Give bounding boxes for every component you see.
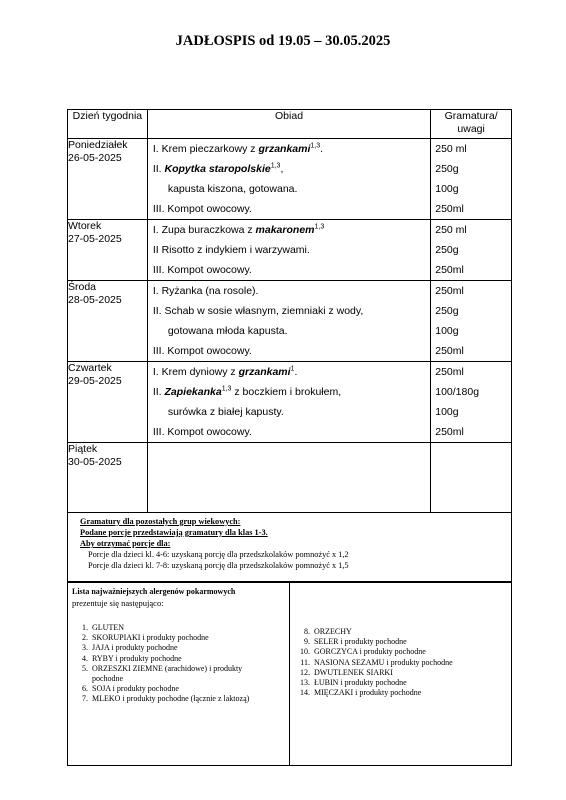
- allergen-name: pochodne: [92, 674, 124, 684]
- allergen-superscript: 1,3: [270, 162, 281, 170]
- gram-value: 250g: [435, 163, 459, 175]
- gram-value: 250ml: [435, 426, 464, 438]
- meal-text: I. Krem dyniowy z: [152, 366, 239, 378]
- allergen-name: ORZECHY: [314, 627, 352, 636]
- day-name: Poniedziałek: [68, 139, 128, 151]
- allergen-item: [72, 674, 249, 684]
- gram-value: 250 ml: [435, 224, 467, 236]
- meal-text: II.: [152, 163, 165, 175]
- meal-cell: [147, 281, 430, 362]
- allergen-item: [72, 664, 249, 674]
- meal-line: [148, 159, 430, 179]
- allergen-item: [72, 623, 249, 633]
- meal-text: III. Kompot owocowy.: [152, 426, 252, 438]
- day-name: Piątek: [68, 443, 98, 455]
- meal-line: [148, 220, 430, 240]
- day-date: 29-05-2025: [68, 375, 122, 387]
- allergen-item: [294, 668, 453, 678]
- menu-row: [68, 220, 512, 281]
- allergen-item: [72, 684, 249, 694]
- allergen-number: 12.: [300, 667, 310, 677]
- day-cell: [68, 220, 148, 281]
- allergen-item: [72, 643, 249, 653]
- allergen-name: ORZESZKI ZIEMNE (arachidowe) i produkty: [92, 663, 243, 673]
- meal-cell: [147, 139, 430, 220]
- gram-value: 250ml: [435, 264, 464, 276]
- meal-line: [148, 199, 430, 219]
- gram-value: 100/180g: [435, 386, 480, 398]
- gram-cell: [431, 443, 512, 513]
- meal-text: II.: [152, 386, 165, 398]
- portion-notes: [67, 512, 512, 582]
- meal-text: I. Zupa buraczkowa z: [152, 224, 256, 236]
- meal-cell: [147, 220, 430, 281]
- meal-text: II. Schab w sosie własnym, ziemniaki z wody,: [152, 305, 364, 317]
- meal-line: [148, 240, 430, 260]
- meal-line: [148, 341, 430, 361]
- menu-row: [68, 139, 512, 220]
- page-title: JADŁOSPIS od 19.05 – 30.05.2025: [175, 33, 391, 49]
- gram-value: 250ml: [435, 366, 464, 378]
- allergen-name: DWUTLENEK SIARKI: [314, 667, 393, 677]
- allergen-number: 5.: [82, 663, 88, 673]
- meal-line: [148, 139, 430, 159]
- allergen-superscript: 1,3: [221, 385, 232, 393]
- day-cell: [68, 362, 148, 443]
- notes-line-5: Porcje dla dzieci kl. 7-8: uzyskaną porcję dla przedszkolaków pomnożyć x 1,5: [88, 561, 349, 570]
- meal-highlight: grzankami: [258, 143, 311, 155]
- allergen-item: [294, 688, 453, 698]
- day-name: Środa: [68, 281, 97, 293]
- gram-value: 250g: [435, 305, 459, 317]
- allergen-item: [294, 647, 453, 657]
- header-day: Dzień tygodnia: [68, 110, 148, 139]
- meal-line: [148, 402, 430, 422]
- meal-cell: [147, 443, 430, 513]
- meal-text-tail: .: [294, 366, 298, 378]
- allergen-column-left: [72, 623, 249, 705]
- meal-text-tail: z boczkiem i brokułem,: [231, 386, 342, 398]
- allergen-item: [294, 678, 453, 688]
- day-cell: [68, 443, 148, 513]
- meal-line: [148, 281, 430, 301]
- allergen-name: SELER i produkty pochodne: [314, 637, 407, 647]
- meal-text: I. Ryżanka (na rosole).: [152, 285, 259, 297]
- meal-highlight: Kopytka staropolskie: [164, 163, 271, 175]
- gram-value: 250ml: [435, 203, 464, 215]
- meal-line: [148, 422, 430, 442]
- meal-highlight: makaronem: [255, 224, 315, 236]
- meal-text: III. Kompot owocowy.: [152, 203, 252, 215]
- allergen-item: [294, 658, 453, 668]
- allergen-name: SKORUPIAKI i produkty pochodne: [92, 633, 209, 643]
- header-meal: Obiad: [147, 110, 430, 139]
- allergen-item: [72, 694, 249, 704]
- allergen-name: GLUTEN: [92, 623, 124, 632]
- allergen-item: [72, 633, 249, 643]
- allergen-number: 7.: [82, 694, 88, 704]
- allergen-name: JAJA i produkty pochodne: [92, 643, 178, 653]
- allergen-number: 3.: [82, 643, 88, 653]
- allergen-number: 10.: [300, 647, 310, 657]
- day-cell: [68, 281, 148, 362]
- notes-line-4: Porcje dla dzieci kl. 4-6: uzyskaną porcję dla przedszkolaków pomnożyć x 1,2: [88, 550, 349, 559]
- day-cell: [68, 139, 148, 220]
- meal-text: III. Kompot owocowy.: [152, 264, 252, 276]
- allergen-item: [72, 654, 249, 664]
- meal-cell: [147, 362, 430, 443]
- meal-line: [148, 362, 430, 382]
- allergen-number: 14.: [300, 688, 310, 698]
- allergen-column-right: [294, 627, 453, 698]
- day-date: 26-05-2025: [68, 152, 122, 164]
- allergen-number: 1.: [82, 623, 88, 632]
- gram-value: 250 ml: [435, 143, 467, 155]
- allergen-superscript: 1,3: [314, 223, 325, 231]
- allergen-number: 2.: [82, 633, 88, 643]
- allergen-name: MLEKO i produkty pochodne (łącznie z laktozą): [92, 694, 250, 704]
- gram-value: 250g: [435, 244, 459, 256]
- meal-line: [148, 260, 430, 280]
- allergen-number: 4.: [82, 653, 88, 663]
- header-gram: Gramatura/ uwagi: [431, 110, 512, 139]
- notes-line-3: Aby otrzymać porcje dla:: [80, 539, 171, 548]
- menu-row: [68, 443, 512, 513]
- allergen-number: 6.: [82, 684, 88, 694]
- notes-line-1: Gramatury dla pozostałych grup wiekowych:: [80, 517, 241, 526]
- meal-line: [148, 179, 430, 199]
- meal-text: III. Kompot owocowy.: [152, 345, 252, 357]
- allergen-name: ŁUBIN i produkty pochodne: [314, 678, 407, 688]
- meal-line: [148, 382, 430, 402]
- gram-value: 100g: [435, 183, 459, 195]
- allergen-number: 8.: [304, 627, 310, 636]
- allergen-name: MIĘCZAKI i produkty pochodne: [314, 688, 422, 698]
- gram-value: 250ml: [435, 345, 464, 357]
- day-name: Czwartek: [68, 362, 112, 374]
- allergen-list: [67, 582, 512, 766]
- allergen-name: GORCZYCA i produkty pochodne: [314, 647, 426, 657]
- allergen-heading: Lista najważniejszych alergenów pokarmowych: [72, 587, 236, 596]
- allergen-superscript: 1: [290, 365, 295, 373]
- day-date: 27-05-2025: [68, 233, 122, 245]
- menu-table: [67, 109, 512, 513]
- meal-text: gotowana młoda kapusta.: [167, 325, 288, 337]
- gram-value: 250ml: [435, 285, 464, 297]
- gram-cell: [431, 362, 512, 443]
- gram-cell: [431, 220, 512, 281]
- meal-highlight: grzankami: [238, 366, 291, 378]
- meal-text: I. Krem pieczarkowy z: [152, 143, 259, 155]
- allergen-name: NASIONA SEZAMU i produkty pochodne: [314, 657, 453, 667]
- meal-line: [148, 321, 430, 341]
- meal-line: [148, 301, 430, 321]
- day-name: Wtorek: [68, 220, 102, 232]
- gram-value: 100g: [435, 325, 459, 337]
- day-date: 30-05-2025: [68, 456, 122, 468]
- day-date: 28-05-2025: [68, 294, 122, 306]
- meal-text: II Risotto z indykiem i warzywami.: [152, 244, 310, 256]
- allergen-name: SOJA i produkty pochodne: [92, 684, 179, 694]
- gram-cell: [431, 139, 512, 220]
- menu-row: [68, 281, 512, 362]
- allergen-number: 11.: [300, 657, 310, 667]
- allergen-item: [294, 627, 453, 637]
- allergen-number: 13.: [300, 678, 310, 688]
- menu-row: [68, 362, 512, 443]
- notes-line-2: Podane porcje przedstawiają gramatury dla klas 1-3.: [80, 528, 268, 537]
- meal-text: kapusta kiszona, gotowana.: [167, 183, 298, 195]
- allergen-subheading: prezentuje się następująco:: [72, 598, 164, 608]
- meal-highlight: Zapiekanka: [164, 386, 222, 398]
- meal-text-tail: ,: [280, 163, 284, 175]
- gram-value: 100g: [435, 406, 459, 418]
- meal-text-tail: .: [320, 143, 324, 155]
- meal-text: surówka z białej kapusty.: [167, 406, 284, 418]
- allergen-name: RYBY i produkty pochodne: [92, 653, 182, 663]
- allergen-number: 9.: [304, 637, 310, 647]
- allergen-item: [294, 637, 453, 647]
- allergen-superscript: 1,3: [310, 142, 321, 150]
- gram-cell: [431, 281, 512, 362]
- allergen-divider: [289, 583, 290, 765]
